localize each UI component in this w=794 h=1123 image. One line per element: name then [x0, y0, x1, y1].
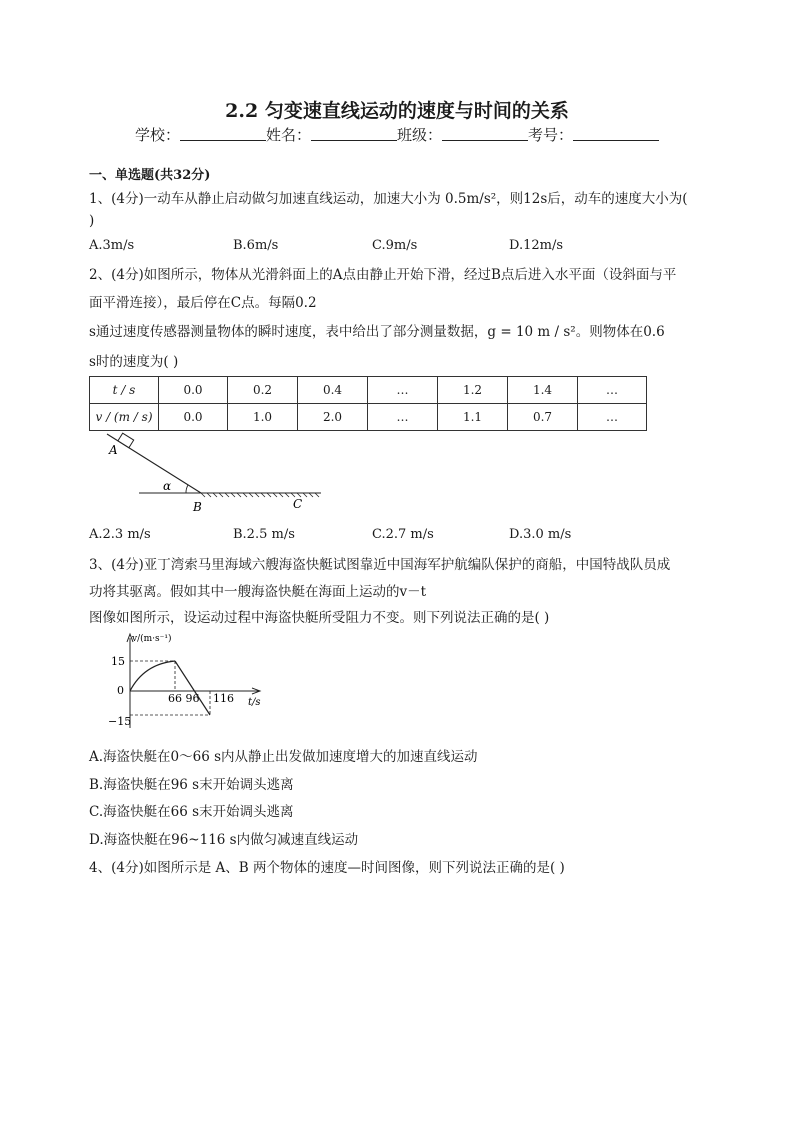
tick-15: 15	[111, 655, 125, 668]
page-title: 2.2 匀变速直线运动的速度与时间的关系	[225, 100, 569, 122]
q1-stem-line2: )	[89, 213, 95, 229]
q2-data-table	[89, 376, 647, 431]
class-field[interactable]	[442, 124, 528, 141]
q3-stem-line1: 3、(4分)亚丁湾索马里海域六艘海盗快艇试图靠近中国海军护航编队保护的商船，中国特战队员成	[89, 557, 671, 573]
table-cell: 1.0	[228, 404, 298, 431]
name-label: 姓名：	[265, 126, 311, 144]
q2-option-d[interactable]: D.3.0 m/s	[509, 527, 572, 542]
point-c-label: C	[293, 497, 303, 511]
student-info-row	[0, 124, 794, 145]
q3-option-a[interactable]: A.海盗快艇在0～66 s内从静止出发做加速度增大的加速直线运动	[89, 749, 478, 765]
table-cell: …	[578, 377, 647, 404]
table-cell: 0.0	[159, 377, 228, 404]
q3-option-c[interactable]: C.海盗快艇在66 s末开始调头逃离	[89, 804, 294, 820]
table-cell: …	[578, 404, 647, 431]
table-cell: 2.0	[298, 404, 368, 431]
angle-alpha-label: α	[163, 479, 172, 493]
q2-option-a[interactable]: A.2.3 m/s	[89, 527, 151, 542]
table-cell: 0.7	[508, 404, 578, 431]
number-field[interactable]	[573, 124, 659, 141]
school-field[interactable]	[180, 124, 266, 141]
table-row	[90, 377, 647, 404]
block-shape	[118, 433, 134, 448]
x-axis-label: t/s	[248, 697, 261, 708]
q4-stem-line1: 4、(4分)如图所示是 A、B 两个物体的速度—时间图像，则下列说法正确的是( )	[89, 860, 565, 876]
table-cell: …	[368, 404, 438, 431]
table-cell: 1.4	[508, 377, 578, 404]
q2-option-b[interactable]: B.2.5 m/s	[233, 527, 295, 542]
tick-0: 0	[117, 684, 124, 697]
tick-116: 116	[213, 692, 234, 705]
q2-stem-line3: s通过速度传感器测量物体的瞬时速度，表中给出了部分测量数据，g = 10 m / s²。则物体在0.6	[89, 324, 665, 340]
number-label: 考号：	[528, 126, 574, 144]
point-a-label: A	[109, 443, 118, 457]
table-cell: 1.1	[438, 404, 508, 431]
tick-66-96: 66 96	[168, 692, 200, 705]
table-cell: t / s	[90, 377, 159, 404]
q3-option-d[interactable]: D.海盗快艇在96~116 s内做匀减速直线运动	[89, 832, 359, 848]
q2-stem-line1: 2、(4分)如图所示，物体从光滑斜面上的A点由静止开始下滑，经过B点后进入水平面（设斜面与平	[89, 267, 677, 283]
point-b-label: B	[193, 500, 202, 514]
q3-stem-line3: 图像如图所示，设运动过程中海盗快艇所受阻力不变。则下列说法正确的是( )	[89, 610, 550, 626]
curve-accelerating	[130, 661, 175, 691]
table-cell: v / (m / s)	[90, 404, 159, 431]
q3-option-b[interactable]: B.海盗快艇在96 s末开始调头逃离	[89, 777, 294, 793]
name-field[interactable]	[311, 124, 397, 141]
table-cell: 0.4	[298, 377, 368, 404]
table-cell: 1.2	[438, 377, 508, 404]
class-label: 班级：	[397, 126, 443, 144]
table-row	[90, 404, 647, 431]
q1-stem-line1: 1、(4分)一动车从静止启动做匀加速直线运动，加速大小为 0.5m/s²，则12s后，动车的速度大小为(	[89, 191, 688, 207]
q2-stem-line4: s时的速度为( )	[89, 354, 179, 370]
tick-neg15: −15	[108, 715, 132, 728]
q1-option-d[interactable]: D.12m/s	[509, 238, 564, 253]
incline-figure	[89, 428, 334, 518]
angle-arc	[186, 485, 188, 493]
table-cell: …	[368, 377, 438, 404]
q2-option-c[interactable]: C.2.7 m/s	[372, 527, 434, 542]
section-heading: 一、单选题(共32分)	[89, 168, 211, 183]
school-label: 学校：	[134, 126, 180, 144]
y-axis-label: v/(m·s⁻¹)	[132, 634, 172, 644]
table-cell: 0.0	[159, 404, 228, 431]
q1-option-c[interactable]: C.9m/s	[372, 238, 418, 253]
q2-stem-line2: 面平滑连接），最后停在C点。每隔0.2	[89, 295, 317, 311]
q3-stem-line2: 功将其驱离。假如其中一艘海盗快艇在海面上运动的v－t	[89, 584, 427, 600]
q1-option-b[interactable]: B.6m/s	[233, 238, 279, 253]
q1-option-a[interactable]: A.3m/s	[89, 238, 135, 253]
vt-graph-figure	[100, 630, 270, 735]
line-decelerating	[175, 661, 210, 715]
table-cell: 0.2	[228, 377, 298, 404]
